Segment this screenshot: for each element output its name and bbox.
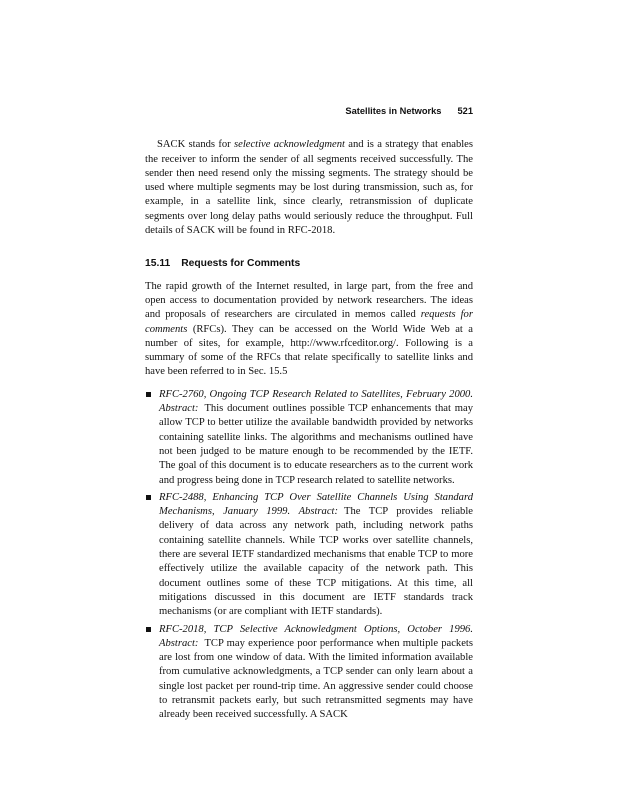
abstract-text: This document outlines possible TCP enhancements that may allow TCP to better utilize the available bandwidth provided by networks containing satellite links. The algorithms and mechanisms outlined have not been judged to be mature enough to be recommended by the IETF. The goal of this document is to educate researchers as to the current work and progress being done in TCP research related to satellite networks. (159, 403, 473, 486)
square-bullet-icon (146, 627, 151, 632)
rfc-intro-rest: (RFCs). They can be accessed on the World Wide Web at a number of sites, for example, http://www.rfceditor.org/. Following is a summary of some of the RFCs that relate specifically to satellite links and have been referred to in Sec. 15.5 (145, 323, 473, 378)
running-head-title: Satellites in Networks (345, 106, 442, 116)
page-number: 521 (457, 106, 473, 116)
square-bullet-icon (146, 392, 151, 397)
list-item (145, 388, 473, 488)
sack-paragraph-lead: SACK stands for (157, 139, 234, 151)
section-title: Requests for Comments (181, 258, 301, 270)
sack-term: selective acknowledgment (234, 139, 345, 151)
list-item (145, 623, 473, 723)
rfc-intro-paragraph (145, 280, 473, 380)
rfc-term: requests for comments (145, 309, 473, 335)
list-item (145, 491, 473, 620)
book-page (145, 104, 473, 726)
rfc-intro-lead: The rapid growth of the Internet resulted, in large part, from the free and open access to documentation provided by network researchers. The ideas and proposals of researchers are circulated in memos called (145, 280, 473, 321)
abstract-text: The TCP provides reliable delivery of data across any network path, including network paths containing satellite channels. While TCP works over satellite channels, there are several IETF standardized mechanisms that enable TCP to more effectively utilize the available capacity of the network path. This document outlines some of these TCP mitigations. At this time, all mitigations discussed in this document are IETF standards track mechanisms (or are compliant with IETF standards). (159, 506, 473, 618)
running-head (145, 104, 473, 118)
section-heading (145, 257, 473, 271)
abstract-text: TCP may experience poor performance when multiple packets are lost from one window of data. With the limited information available from cumulative acknowledgments, a TCP sender can only learn about a single lost packet per round-trip time. An aggressive sender could choose to retransmit packets early, but such retransmitted segments may have already been received successfully. A SACK (159, 637, 473, 721)
section-number: 15.11 (145, 258, 171, 270)
abstract-label: Abstract: (298, 506, 339, 518)
sack-paragraph (145, 138, 473, 238)
rfc-title: RFC-2488, Enhancing TCP Over Satellite Channels Using Standard Mechanisms, January 1999. (159, 491, 473, 518)
abstract-label: Abstract: (159, 637, 199, 649)
square-bullet-icon (146, 495, 151, 500)
abstract-label: Abstract: (159, 403, 199, 415)
rfc-title: RFC-2018, TCP Selective Acknowledgment Options, October 1996. (159, 623, 473, 635)
rfc-list (145, 388, 473, 723)
rfc-title: RFC-2760, Ongoing TCP Research Related to Satellites, February 2000. (159, 388, 473, 400)
sack-paragraph-rest: and is a strategy that enables the receiver to inform the sender of all segments received successfully. The sender then need resend only the missing segments. The strategy should be used where multiple segments may be lost during transmission, such as, for example, in a satellite link, since clearly, retransmission of duplicate segments over long delay paths would seriously reduce the throughput. Full details of SACK will be found in RFC-2018. (145, 139, 474, 237)
